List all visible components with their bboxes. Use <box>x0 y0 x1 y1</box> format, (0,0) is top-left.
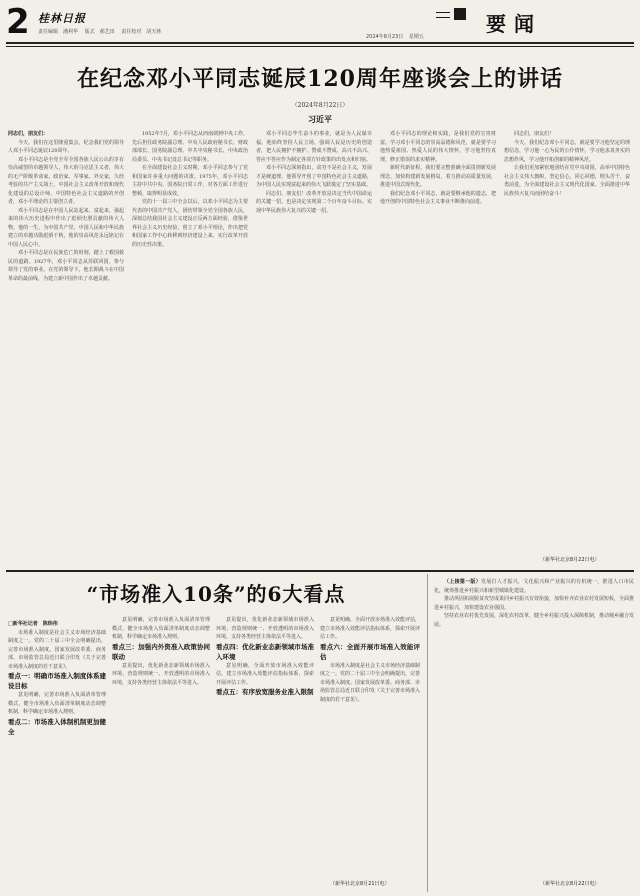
sub-article-paragraph: 意见提出，优化新业态新领域市场准入环境，营造规则统一、开放透明的市场准入环境，支持各类经营主体依法平等进入。 <box>216 617 314 640</box>
editor-credit: 责任编辑 潘利华 <box>38 29 79 35</box>
sidebar-tag: （上接第一版） <box>444 579 481 585</box>
sub-article-column <box>216 616 314 890</box>
article-paragraph: 邓小平同志是在中国人民站起来、富起来、强起来的伟大历史进程中作出了彪炳史册贡献的伟大人物。他的一生，为中国共产党、中国人民和中华民族建立的卓越功勋彪炳千秋，他的崇高风范永远铭记在中国人民心中。 <box>8 207 124 248</box>
sub-article-paragraph: 意见提出，优化新业态新领域市场准入环境，营造规则统一、开放透明的市场准入环境，支持各类经营主体依法平等进入。 <box>112 662 210 686</box>
column-divider <box>427 574 428 892</box>
article-column <box>380 130 496 564</box>
sub-article-paragraph: 意见明确，全面开放市场准入效能评估，建立市场准入效能评估指标体系，探索开展评估工作。 <box>320 617 420 640</box>
article-paragraph: 让我们更加紧密地团结在党中央周围，高举中国特色社会主义伟大旗帜，坚定信心，同心同德，埋头苦干，奋勇前进，为全面建设社会主义现代化国家、全面推进中华民族伟大复兴而团结奋斗！ <box>504 165 630 197</box>
sidebar-text: 发展打人才振兴，文化振兴和产业振兴的有机统一，推进人口市民化，统筹推进乡村振兴和新型城镇化建设。 <box>434 579 634 594</box>
article-column <box>8 130 124 564</box>
sub-article-paragraph: 意见明确，完善市场准入负面清单管理模式，健全市场准入负面清单制度动态调整机制，科学确定市场准入规则。 <box>8 692 106 715</box>
sub-article-column <box>320 616 420 878</box>
sidebar-source: （新华社北京8月22日电） <box>540 881 600 887</box>
sub-article-column <box>8 620 106 890</box>
sub-article-byline: □新华社记者 陈炜伟 <box>8 621 58 627</box>
sub-article-column <box>112 616 210 890</box>
sub-article-heading: 看点二：市场准入体制机制更加健全 <box>8 717 106 736</box>
sub-article-paragraph: 市场准入制度是社会主义市场经济基础制度之一。党的二十届三中全会明确提出，完善市场准入制度。国家发展改革委、商务部、市场监管总局近日联合印发《关于完善市场准入制度的若干意见》。 <box>320 662 420 703</box>
article-paragraph: 在全面建设社会主义时期，邓小平同志参与了党和国家许多重大问题的决策。1975年，邓小平同志主持中共中央、国务院日常工作，对各方面工作进行整顿，取得明显成效。 <box>132 165 248 197</box>
sub-article-source: （新华社北京8月21日电） <box>330 881 390 887</box>
sub-article-paragraph: 意见明确，完善市场准入负面清单管理模式，健全市场准入负面清单制度动态调整机制，科学确定市场准入规则。 <box>112 617 210 640</box>
header-rule <box>6 42 634 44</box>
article-paragraph: 邓小平同志是在民族危亡的时刻，踏上了救国救民的道路。1927年，邓小平同志从苏联回国，参与领导了党的事业。在党的领导下，他长期战斗在中国革命的最前线，为建立新中国作出了卓越贡献。 <box>8 250 124 282</box>
article-paragraph: 我们纪念邓小平同志，就是要继承他的遗志，把他开创的中国特色社会主义事业不断推向前进。 <box>380 190 496 205</box>
editor-credit: 责任校对 胡天林 <box>121 29 162 35</box>
editor-credits <box>38 28 166 35</box>
sidebar-paragraph: 坚持农业农村优先发展，深化农村改革，健全乡村振兴投入保障机制，推动城乡融合发展。 <box>434 613 634 628</box>
article-paragraph: 同志们，朋友们！ <box>514 131 555 137</box>
section-ornament-lines <box>436 12 450 18</box>
article-column <box>504 130 630 550</box>
article-paragraph: 同志们、朋友们！改革开放是决定当代中国命运的关键一招，也是决定实现第二个百年奋斗目标、实现中华民族伟大复兴的关键一招。 <box>256 190 372 214</box>
article-author: 习近平 <box>308 115 332 124</box>
article-paragraph: 邓小平同志深刻指出，贫穷不是社会主义，发展才是硬道理。他领导开创了中国特色社会主义道路，为中国人民实现富起来的伟大飞跃奠定了坚实基础。 <box>256 165 372 188</box>
section-label: 要闻 <box>486 12 542 36</box>
article-paragraph: 今天，我们在这里隆重集会，纪念我们党的领导人邓小平同志诞辰120周年。 <box>8 139 124 154</box>
sub-article-paragraph: 意见明确，全面开放市场准入效能评估，建立市场准入效能评估指标体系，探索开展评估工作。 <box>216 662 314 686</box>
article-paragraph: 新时代新征程，我们要完整准确全面贯彻新发展理念，加快构建新发展格局，着力推动高质量发展，推进中国式现代化。 <box>380 165 496 188</box>
header-rule-thin <box>6 46 634 47</box>
sidebar-paragraph <box>434 578 634 595</box>
article-paragraph: 邓小平同志的理论和实践，是我们党的宝贵财富。学习邓小平同志的崇高品德和风范，就是要学习他热爱祖国、热爱人民的伟大情怀，学习他坚持真理、修正错误的求实精神。 <box>380 131 496 163</box>
sub-article-heading: 看点四：优化新业态新领域市场准入环境 <box>216 642 314 661</box>
sub-article-heading: 看点一：明确市场准入制度体系建设目标 <box>8 672 106 690</box>
article-column <box>132 130 248 564</box>
sidebar-paragraph: 推动巩固拓展脱贫攻坚成果同乡村振兴有效衔接，加快补齐农业农村发展短板，全面推进乡村振兴，加快建设农业强国。 <box>434 596 634 611</box>
section-ornament-square <box>454 8 466 20</box>
article-column <box>256 130 372 564</box>
issue-weekday: 星期五 <box>408 34 424 40</box>
issue-date <box>366 33 428 40</box>
page-number: 2 <box>6 2 30 42</box>
article-date: （2024年8月22日） <box>291 102 349 109</box>
sub-article-heading: 看点三：加强内外资准入政策协同联动 <box>112 642 210 661</box>
issue-date-text: 2024年8月23日 <box>366 34 404 40</box>
article-title: 在纪念邓小平同志诞辰120周年座谈会上的讲话 <box>77 66 563 92</box>
article-paragraph: 邓小平同志是全党全军全国各族人民公认的享有崇高威望的卓越领导人，伟大的马克思主义者，伟大的无产阶级革命家、政治家、军事家、外交家，久经考验的共产主义战士，中国社会主义改革开放和现代化建设的总设计师，中国特色社会主义道路的开创者，邓小平理论的主要创立者。 <box>8 156 124 205</box>
article-paragraph: 邓小平同志毕生奋斗的事业，就是为人民谋幸福。他始终坚持人民立场，强调人民是历史的创造者，把人民拥护不拥护、赞成不赞成、高兴不高兴、答应不答应作为制定各项方针政策的出发点和归宿。 <box>256 131 372 163</box>
article-paragraph: 1952年7月，邓小平同志从西南调到中央工作，先后担任政务院副总理、中央人民政府秘书长、财政部部长、国务院副总理、中共中央秘书长、中央政治局委员、中央书记处总书记等职务。 <box>132 131 248 163</box>
sub-article-heading: 看点六：全面开展市场准入效能评估 <box>320 642 420 661</box>
sub-article-heading: 看点五：有序放宽服务业准入限制 <box>216 688 314 696</box>
sub-article-title: “市场准入10条”的6大看点 <box>86 582 346 606</box>
article-paragraph: 党的十一届三中全会以后，以邓小平同志为主要代表的中国共产党人，团结带领全党全国各族人民，深刻总结我国社会主义建设正反两方面经验，借鉴世界社会主义历史经验，创立了邓小平理论，作出把党和国家工作中心转移到经济建设上来、实行改革开放的历史性决策。 <box>132 199 248 248</box>
sidebar-column <box>434 578 634 878</box>
page-header <box>6 4 634 44</box>
sub-article-paragraph: 市场准入制度是社会主义市场经济基础制度之一。党的二十届三中全会明确提出，完善市场准入制度。国家发展改革委、商务部、市场监管总局近日联合印发《关于完善市场准入制度的若干意见》。 <box>8 629 106 670</box>
article-source: （新华社北京8月22日电） <box>540 557 600 563</box>
section-divider <box>6 570 634 572</box>
article-paragraph: 今天，我们纪念邓小平同志，就是要学习他坚定的理想信念，学习他一心为民的公仆情怀，学习他求真务实的思想作风，学习他开拓创新的精神风范。 <box>504 139 630 163</box>
article-greeting: 同志们，朋友们： <box>8 131 49 137</box>
masthead-logo: 桂林日报 <box>38 12 86 25</box>
editor-credit: 版式 郝艺田 <box>84 29 115 35</box>
